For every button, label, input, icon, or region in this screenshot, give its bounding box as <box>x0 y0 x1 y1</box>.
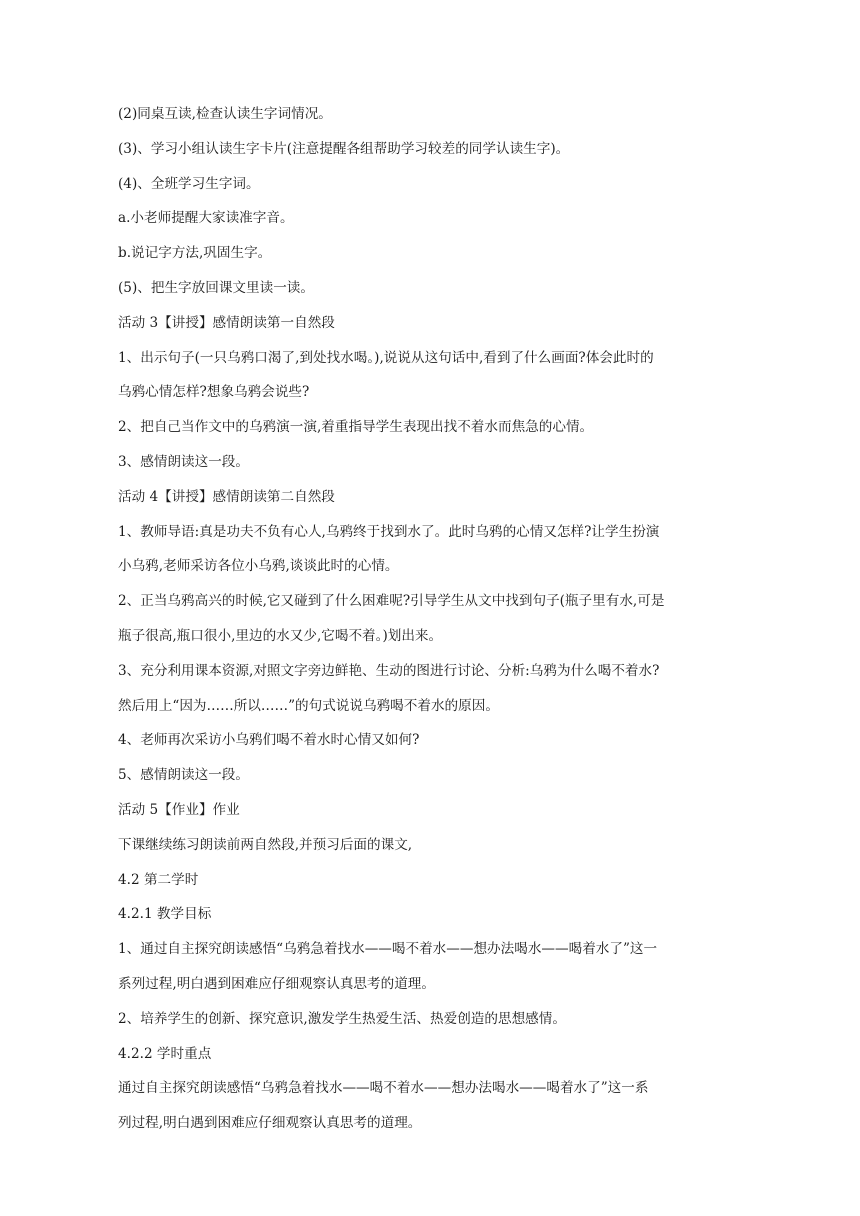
text-line: 1、出示句子(一只乌鸦口渴了,到处找水喝。),说说从这句话中,看到了什么画面?体会此时的 <box>118 349 654 366</box>
text-line: (5)、把生字放回课文里读一读。 <box>118 279 314 296</box>
text-line: 列过程,明白遇到困难应仔细观察认真思考的道理。 <box>118 1115 422 1132</box>
document-page <box>118 104 738 1133</box>
text-line: 3、充分利用课本资源,对照文字旁边鲜艳、生动的图进行讨论、分析:乌鸦为什么喝不着水? <box>118 662 660 679</box>
text-line: 瓶子很高,瓶口很小,里边的水又少,它喝不着。)划出来。 <box>118 627 443 644</box>
text-line: 2、把自己当作文中的乌鸦演一演,着重指导学生表现出找不着水而焦急的心情。 <box>118 419 594 436</box>
text-line: 2、培养学生的创新、探究意识,激发学生热爱生活、热爱创造的思想感情。 <box>118 1010 566 1027</box>
text-line: 3、感情朗读这一段。 <box>118 453 249 470</box>
section-heading: 4.2.2 学时重点 <box>118 1045 212 1062</box>
section-heading: 4.2 第二学时 <box>118 871 199 888</box>
text-line: 1、通过自主探究朗读感悟“乌鸦急着找水——喝不着水——想办法喝水——喝着水了”这一 <box>118 941 658 958</box>
text-line: (2)同桌互读,检查认读生字词情况。 <box>118 106 332 122</box>
text-line: 下课继续练习朗读前两自然段,并预习后面的课文, <box>118 836 413 853</box>
text-line: 小乌鸦,老师采访各位小乌鸦,谈谈此时的心情。 <box>118 558 399 575</box>
text-line: 通过自主探究朗读感悟“乌鸦急着找水——喝不着水——想办法喝水——喝着水了”这一系 <box>118 1080 649 1097</box>
text-line: 1、教师导语:真是功夫不负有心人,乌鸦终于找到水了。此时乌鸦的心情又怎样?让学生扮演 <box>118 523 660 540</box>
text-line: 然后用上“因为……所以……”的句式说说乌鸦喝不着水的原因。 <box>118 697 499 714</box>
text-line: 4、老师再次采访小乌鸦们喝不着水时心情又如何? <box>118 732 420 749</box>
text-line: 系列过程,明白遇到困难应仔细观察认真思考的道理。 <box>118 975 435 992</box>
text-line: a.小老师提醒大家读准字音。 <box>118 210 294 227</box>
text-line: 2、正当乌鸦高兴的时候,它又碰到了什么困难呢?引导学生从文中找到句子(瓶子里有水,可是 <box>118 593 665 610</box>
section-heading: 活动 4【讲授】感情朗读第二自然段 <box>118 488 335 505</box>
section-heading: 活动 5【作业】作业 <box>118 801 240 818</box>
section-heading: 4.2.1 教学目标 <box>118 906 212 923</box>
text-line: (4)、全班学习生字词。 <box>118 175 260 192</box>
text-line: 5、感情朗读这一段。 <box>118 767 249 784</box>
section-heading: 活动 3【讲授】感情朗读第一自然段 <box>118 314 335 331</box>
text-line: b.说记字方法,巩固生字。 <box>118 245 272 262</box>
text-line: 乌鸦心情怎样?想象乌鸦会说些? <box>118 384 310 401</box>
text-line: (3)、学习小组认读生字卡片(注意提醒各组帮助学习较差的同学认读生字)。 <box>118 140 570 157</box>
